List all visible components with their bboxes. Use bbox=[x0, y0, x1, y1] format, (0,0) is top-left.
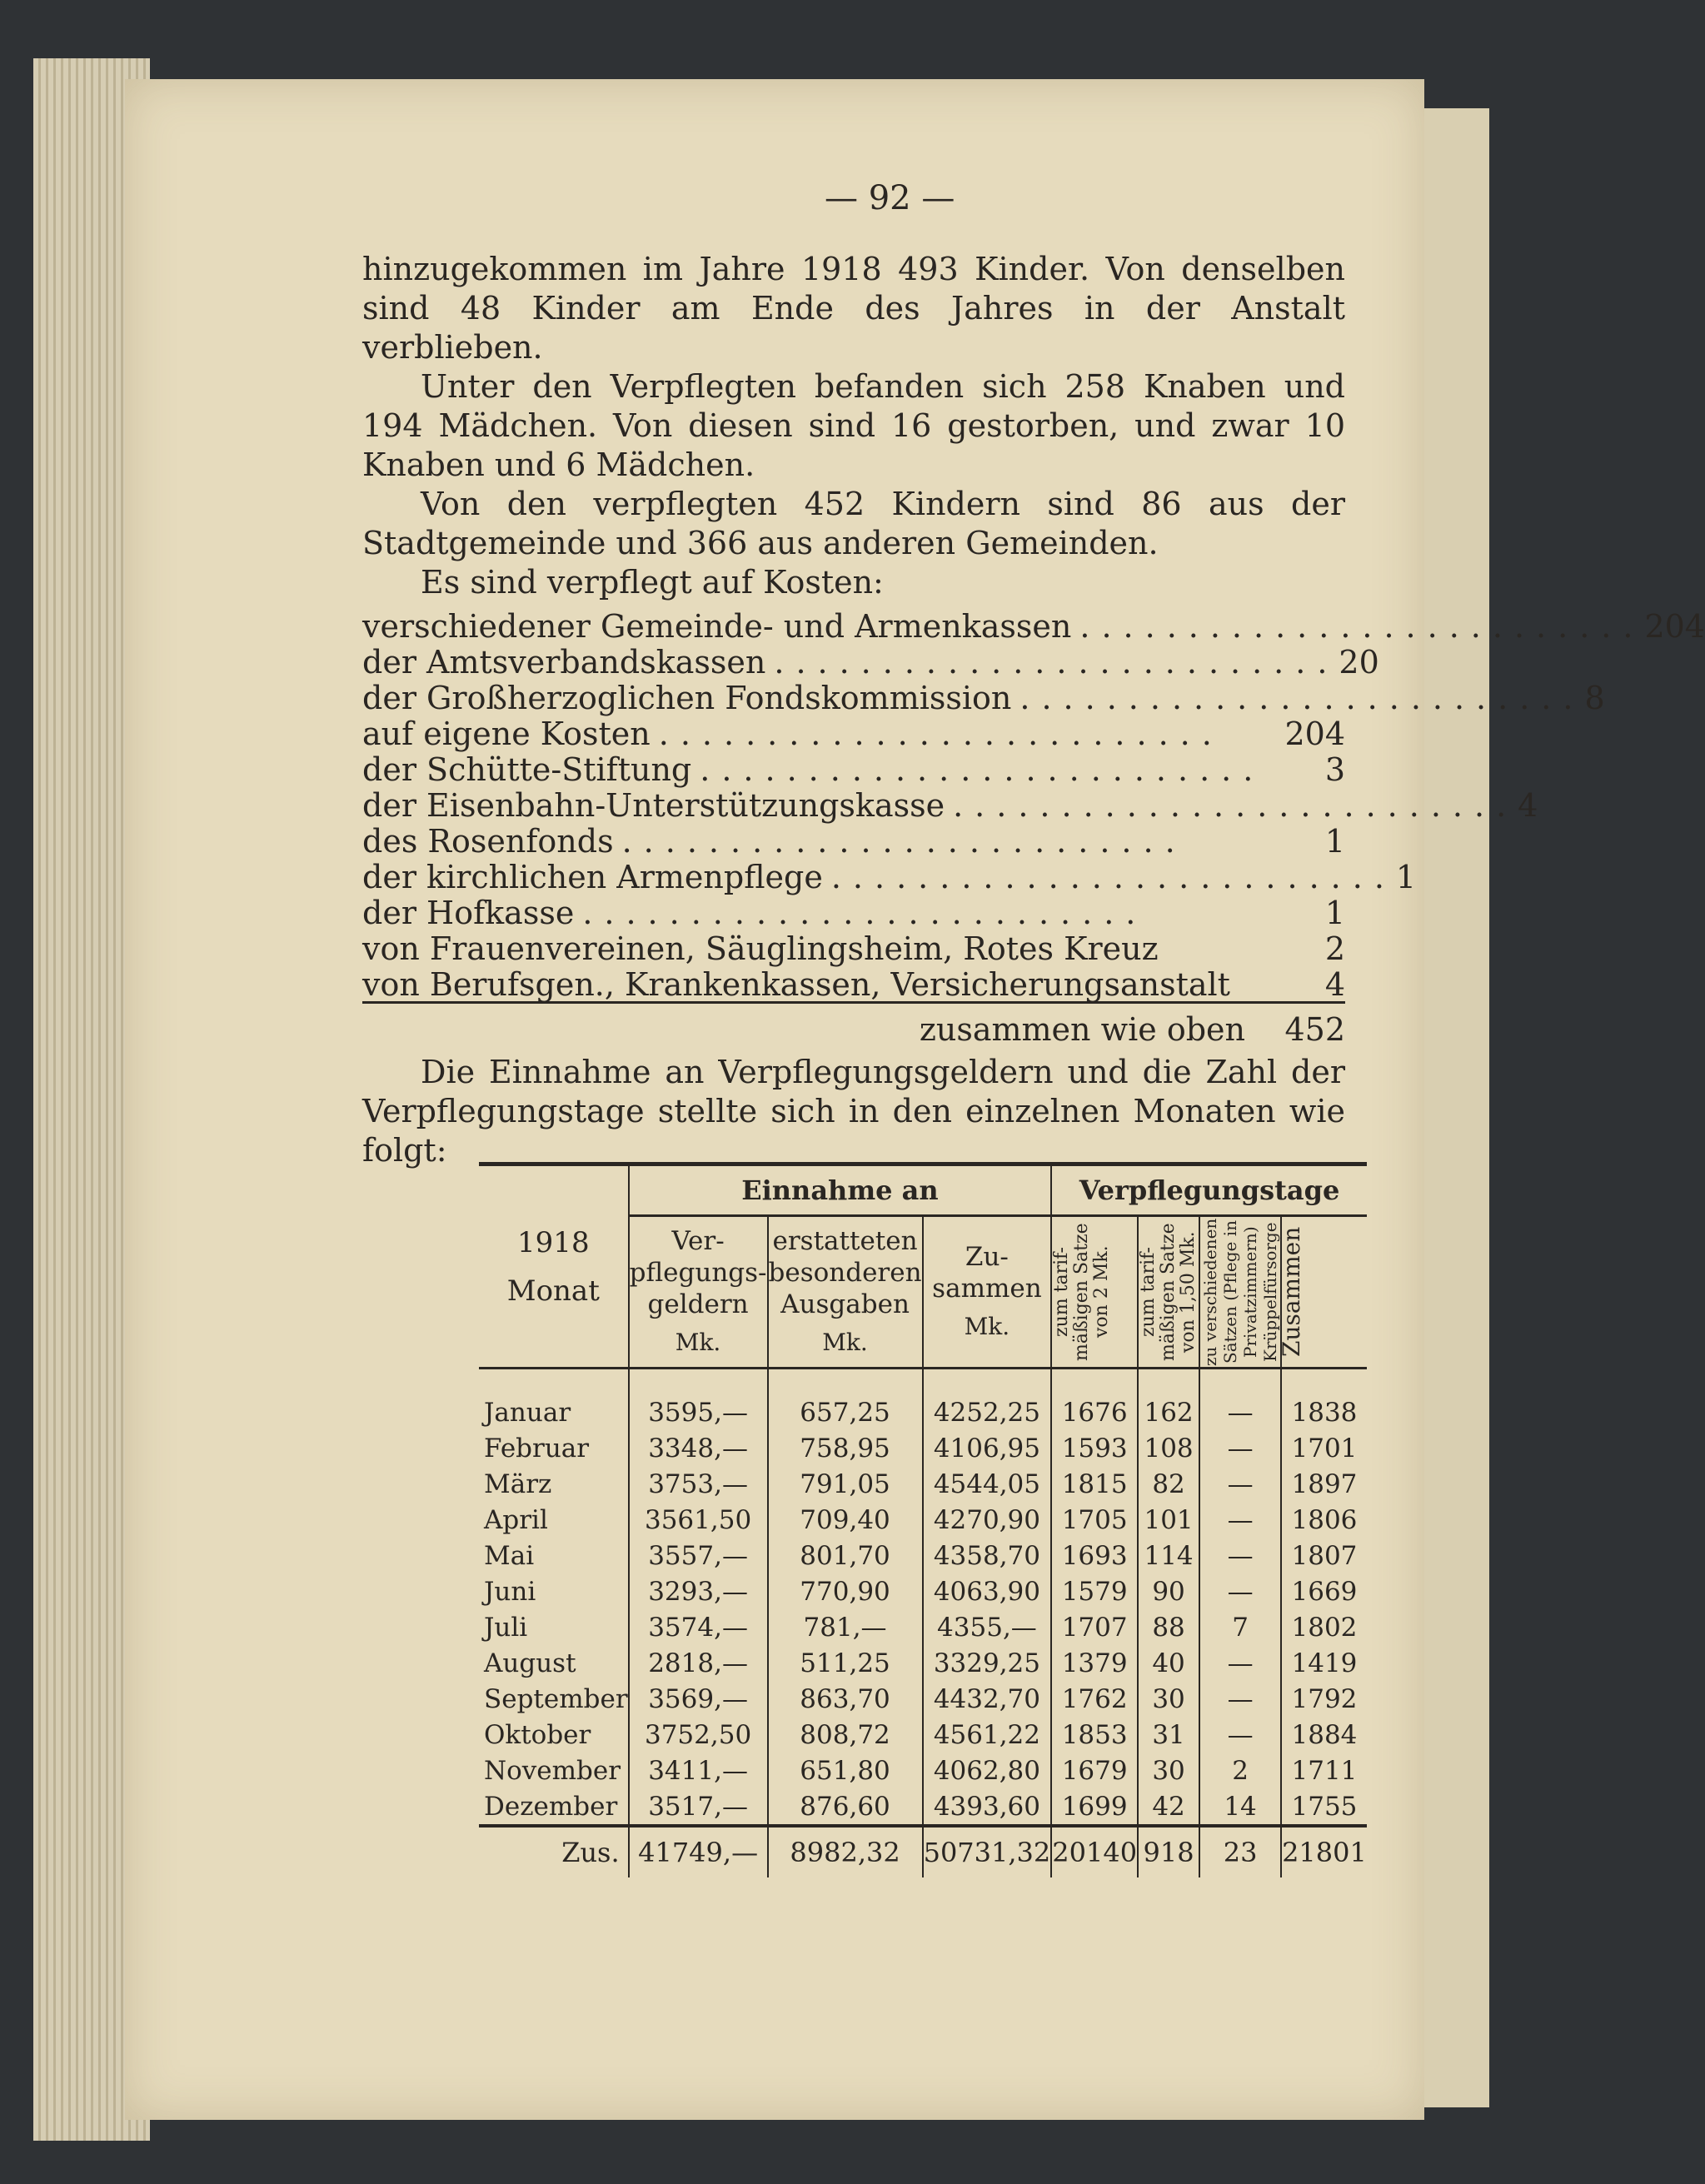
cost-row: auf eigene Kosten .......................... 204 bbox=[362, 716, 1345, 752]
page-text bbox=[362, 250, 1705, 1170]
month-label: Monat bbox=[506, 1274, 600, 1308]
col-einnahme-zusammen: Zu- sammen Mk. bbox=[923, 1216, 1052, 1369]
cost-total-row bbox=[362, 1010, 1345, 1050]
cost-value: 20 bbox=[1339, 644, 1379, 681]
paragraph: Unter den Verpflegten befanden sich 258 Knaben und 194 Mädchen. Von diesen sind 16 gestorben, und zwar 10 Knaben und 6 Mädchen. bbox=[362, 368, 1345, 483]
cost-value: 4 bbox=[1324, 966, 1345, 1003]
cost-value: 4 bbox=[1518, 787, 1538, 824]
cost-label: auf eigene Kosten bbox=[362, 716, 651, 752]
cost-row: der Amtsverbandskassen .......................... 20 bbox=[362, 644, 1379, 681]
cost-value: 1 bbox=[1324, 895, 1345, 931]
table-row: Juli 3574,— 781,— 4355,— 1707 88 7 1802 bbox=[479, 1609, 1367, 1645]
page-number: — 92 — bbox=[825, 179, 955, 217]
table-row: Juni 3293,— 770,90 4063,90 1579 90 — 1669 bbox=[479, 1573, 1367, 1609]
cost-label: der kirchlichen Armenpflege bbox=[362, 859, 823, 895]
cost-label: der Amtsverbandskassen bbox=[362, 644, 766, 681]
cost-label: der Hofkasse bbox=[362, 895, 575, 931]
paragraph: hinzugekommen im Jahre 1918 493 Kinder. Von denselben sind 48 Kinder am Ende des Jahres in der Anstalt verblieben. bbox=[362, 251, 1345, 366]
table-row: Oktober 3752,50 808,72 4561,22 1853 31 — 1884 bbox=[479, 1717, 1367, 1753]
cost-list bbox=[362, 607, 1705, 1050]
table-row: Februar 3348,— 758,95 4106,95 1593 108 — 1701 bbox=[479, 1430, 1367, 1466]
paragraph: Es sind verpflegt auf Kosten: bbox=[421, 564, 884, 601]
col-erstattete-ausgaben: erstatteten besonderen Ausgaben Mk. bbox=[768, 1216, 923, 1369]
cost-value: 8 bbox=[1584, 680, 1605, 716]
cost-row: der Eisenbahn-Unterstützungskasse .......................... 4 bbox=[362, 787, 1538, 824]
cost-value: 204 bbox=[1284, 716, 1345, 752]
facing-page-edge bbox=[1420, 108, 1489, 2107]
table-total-row: Zus. 41749,— 8982,32 50731,32 20140 918 23 21801 bbox=[479, 1826, 1367, 1877]
cost-label: von Berufsgen., Krankenkassen, Versicherungsanstalt bbox=[362, 966, 1230, 1003]
col-tage-zusammen: Zusammen bbox=[1281, 1216, 1367, 1369]
table-row: Mai 3557,— 801,70 4358,70 1693 114 — 1807 bbox=[479, 1538, 1367, 1573]
cost-value: 3 bbox=[1324, 751, 1345, 788]
table-row: März 3753,— 791,05 4544,05 1815 82 — 1897 bbox=[479, 1466, 1367, 1502]
table-row: August 2818,— 511,25 3329,25 1379 40 — 1419 bbox=[479, 1645, 1367, 1681]
cost-value: 2 bbox=[1324, 930, 1345, 967]
cost-value: 1 bbox=[1395, 859, 1417, 895]
cost-label: der Großherzoglichen Fondskommission bbox=[362, 680, 1012, 716]
paragraph: Von den verpflegten 452 Kindern sind 86 aus der Stadtgemeinde und 366 aus anderen Gemeinden. bbox=[362, 486, 1345, 561]
cost-row: der Hofkasse .......................... 1 bbox=[362, 895, 1345, 931]
cost-row: der kirchlichen Armenpflege .......................... 1 bbox=[362, 859, 1417, 895]
col-tarif-2mk: zum tarif- mäßigen Satze von 2 Mk. bbox=[1051, 1216, 1138, 1369]
cost-row: verschiedener Gemeinde- und Armenkassen .......................... 204 bbox=[362, 608, 1705, 645]
table-row: September 3569,— 863,70 4432,70 1762 30 — 1792 bbox=[479, 1681, 1367, 1717]
cost-total-value: 452 bbox=[1284, 1011, 1345, 1048]
cost-value: 204 bbox=[1644, 608, 1705, 645]
cost-row: der Schütte-Stiftung .......................... 3 bbox=[362, 751, 1345, 788]
cost-value: 1 bbox=[1324, 823, 1345, 860]
tage-group-header: Verpflegungstage bbox=[1051, 1164, 1367, 1216]
year-month-header bbox=[479, 1164, 629, 1369]
table-row: April 3561,50 709,40 4270,90 1705 101 — 1806 bbox=[479, 1502, 1367, 1538]
table-row: Dezember 3517,— 876,60 4393,60 1699 42 14 1755 bbox=[479, 1788, 1367, 1826]
einnahme-group-header: Einnahme an bbox=[629, 1164, 1052, 1216]
table-row: Januar 3595,— 657,25 4252,25 1676 162 — 1838 bbox=[479, 1394, 1367, 1430]
year-label: 1918 bbox=[517, 1225, 590, 1259]
cost-label: von Frauenvereinen, Säuglingsheim, Rotes Kreuz bbox=[362, 930, 1159, 967]
cost-row: der Großherzoglichen Fondskommission .......................... 8 bbox=[362, 680, 1605, 716]
col-verschiedene-saetze: zu verschiedenen Sätzen (Pflege in Privatzimmern) Krüppelfürsorge bbox=[1199, 1216, 1281, 1369]
cost-row bbox=[362, 965, 1345, 1004]
cost-label: der Schütte-Stiftung bbox=[362, 751, 692, 788]
cost-total-label: zusammen wie oben bbox=[919, 1011, 1245, 1048]
cost-row: des Rosenfonds .......................... 1 bbox=[362, 823, 1345, 860]
col-verpflegungsgeldern: Ver- pflegungs- geldern Mk. bbox=[629, 1216, 768, 1369]
cost-row bbox=[362, 930, 1345, 965]
cost-label: verschiedener Gemeinde- und Armenkassen bbox=[362, 608, 1072, 645]
cost-label: des Rosenfonds bbox=[362, 823, 614, 860]
col-tarif-150mk: zum tarif- mäßigen Satze von 1,50 Mk. bbox=[1138, 1216, 1199, 1369]
monthly-table bbox=[479, 1162, 1367, 1877]
table-intro: Die Einnahme an Verpflegungsgeldern und die Zahl der Verpflegungstage stellte sich in den einzelnen Monaten wie folgt: bbox=[362, 1054, 1345, 1169]
cost-label: der Eisenbahn-Unterstützungskasse bbox=[362, 787, 945, 824]
table-row: November 3411,— 651,80 4062,80 1679 30 2 1711 bbox=[479, 1753, 1367, 1788]
